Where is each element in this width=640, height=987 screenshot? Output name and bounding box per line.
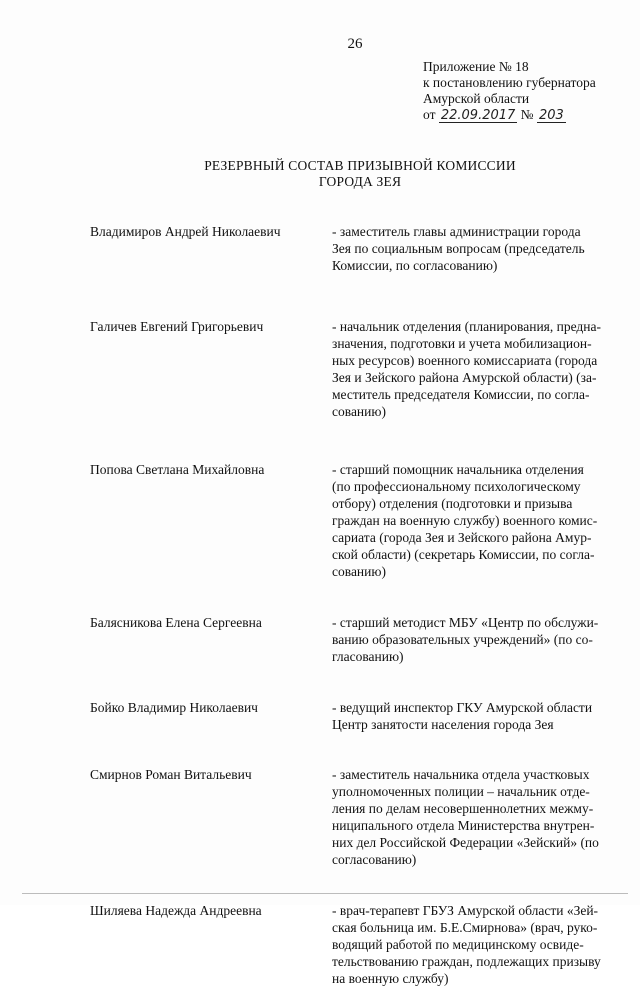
member-row xyxy=(90,766,615,868)
member-role xyxy=(332,614,615,665)
member-role-line: - заместитель главы администрации города xyxy=(332,224,581,239)
appendix-line-3: Амурской области xyxy=(423,91,530,106)
page-number: 26 xyxy=(347,36,363,52)
member-role-line: - врач-терапевт ГБУЗ Амурской области «Зей- xyxy=(332,903,599,918)
member-name: Владимиров Андрей Николаевич xyxy=(90,224,281,239)
member-role-line: значения, подготовки и учета мобилизацион- xyxy=(332,336,592,351)
member-row xyxy=(90,699,615,733)
member-role-line: них дел Российской Федерации «Зейский» (по xyxy=(332,835,599,850)
member-row xyxy=(90,902,615,987)
member-role-line: ления по делам несовершеннолетних межму- xyxy=(332,801,594,816)
members-list xyxy=(90,223,615,987)
member-name: Смирнов Роман Витальевич xyxy=(90,767,252,782)
title-line-1: РЕЗЕРВНЫЙ СОСТАВ ПРИЗЫВНОЙ КОМИССИИ xyxy=(204,158,516,173)
member-role-line: - заместитель начальника отдела участковых xyxy=(332,767,590,782)
member-name: Бойко Владимир Николаевич xyxy=(90,700,258,715)
member-role-line: Центр занятости населения города Зея xyxy=(332,717,554,732)
member-role-line: - ведущий инспектор ГКУ Амурской области xyxy=(332,700,593,715)
page-bottom-edge xyxy=(22,893,628,894)
member-role-line: ниципального отдела Министерства внутрен- xyxy=(332,818,595,833)
member-role xyxy=(332,223,615,274)
member-row xyxy=(90,614,615,665)
member-name: Галичев Евгений Григорьевич xyxy=(90,319,264,334)
appendix-date-line xyxy=(423,107,596,123)
member-role-line: ванию образовательных учреждений» (по со- xyxy=(332,632,593,647)
appendix-block xyxy=(423,59,596,123)
member-role-line: отбору) отделения (подготовки и призыва xyxy=(332,496,573,511)
number-prefix: № xyxy=(520,107,534,122)
member-role-line: сованию) xyxy=(332,404,386,419)
member-role xyxy=(332,902,615,987)
member-role-line: гласованию) xyxy=(332,649,404,664)
member-role-line: водящий работой по медицинскому освиде- xyxy=(332,937,584,952)
member-row xyxy=(90,461,615,580)
date-prefix: от xyxy=(423,107,436,122)
member-role-line: меститель председателя Комиссии, по согла- xyxy=(332,387,590,402)
member-role xyxy=(332,318,615,420)
member-role-line: сариата (города Зея и Зейского района Амур- xyxy=(332,530,592,545)
title-line-2: ГОРОДА ЗЕЯ xyxy=(318,174,402,189)
member-row xyxy=(90,318,615,420)
handwritten-date: 22.09.2017 xyxy=(440,108,516,123)
member-row xyxy=(90,223,615,274)
member-role xyxy=(332,461,615,580)
member-role-line: ных ресурсов) военного комиссариата (города xyxy=(332,353,598,368)
member-role xyxy=(332,766,615,868)
member-role-line: - старший методист МБУ «Центр по обслужи- xyxy=(332,615,599,630)
member-role-line: Зея по социальным вопросам (председатель xyxy=(332,241,585,256)
appendix-line-2: к постановлению губернатора xyxy=(423,75,596,90)
appendix-line-1: Приложение № 18 xyxy=(423,59,529,74)
member-role-line: уполномоченных полиции – начальник отде- xyxy=(332,784,590,799)
member-name: Попова Светлана Михайловна xyxy=(90,462,265,477)
member-role-line: (по профессиональному психологическому xyxy=(332,479,581,494)
document-title xyxy=(150,158,570,190)
member-role-line: - старший помощник начальника отделения xyxy=(332,462,584,477)
member-role xyxy=(332,699,615,733)
member-role-line: - начальник отделения (планирования, предна- xyxy=(332,319,602,334)
member-role-line: на военную службу) xyxy=(332,971,449,986)
member-role-line: Комиссии, по согласованию) xyxy=(332,258,498,273)
member-role-line: сованию) xyxy=(332,564,386,579)
member-role-line: тельствованию граждан, подлежащих призыву xyxy=(332,954,601,969)
member-role-line: ская больница им. Б.Е.Смирнова» (врач, руко- xyxy=(332,920,598,935)
member-name: Шиляева Надежда Андреевна xyxy=(90,903,262,918)
member-role-line: ской области) (секретарь Комиссии, по согла- xyxy=(332,547,595,562)
member-name: Балясникова Елена Сергеевна xyxy=(90,615,262,630)
handwritten-number: 203 xyxy=(538,108,564,123)
member-role-line: согласованию) xyxy=(332,852,417,867)
member-role-line: граждан на военную службу) военного комис- xyxy=(332,513,598,528)
member-role-line: Зея и Зейского района Амурской области) (за- xyxy=(332,370,597,385)
